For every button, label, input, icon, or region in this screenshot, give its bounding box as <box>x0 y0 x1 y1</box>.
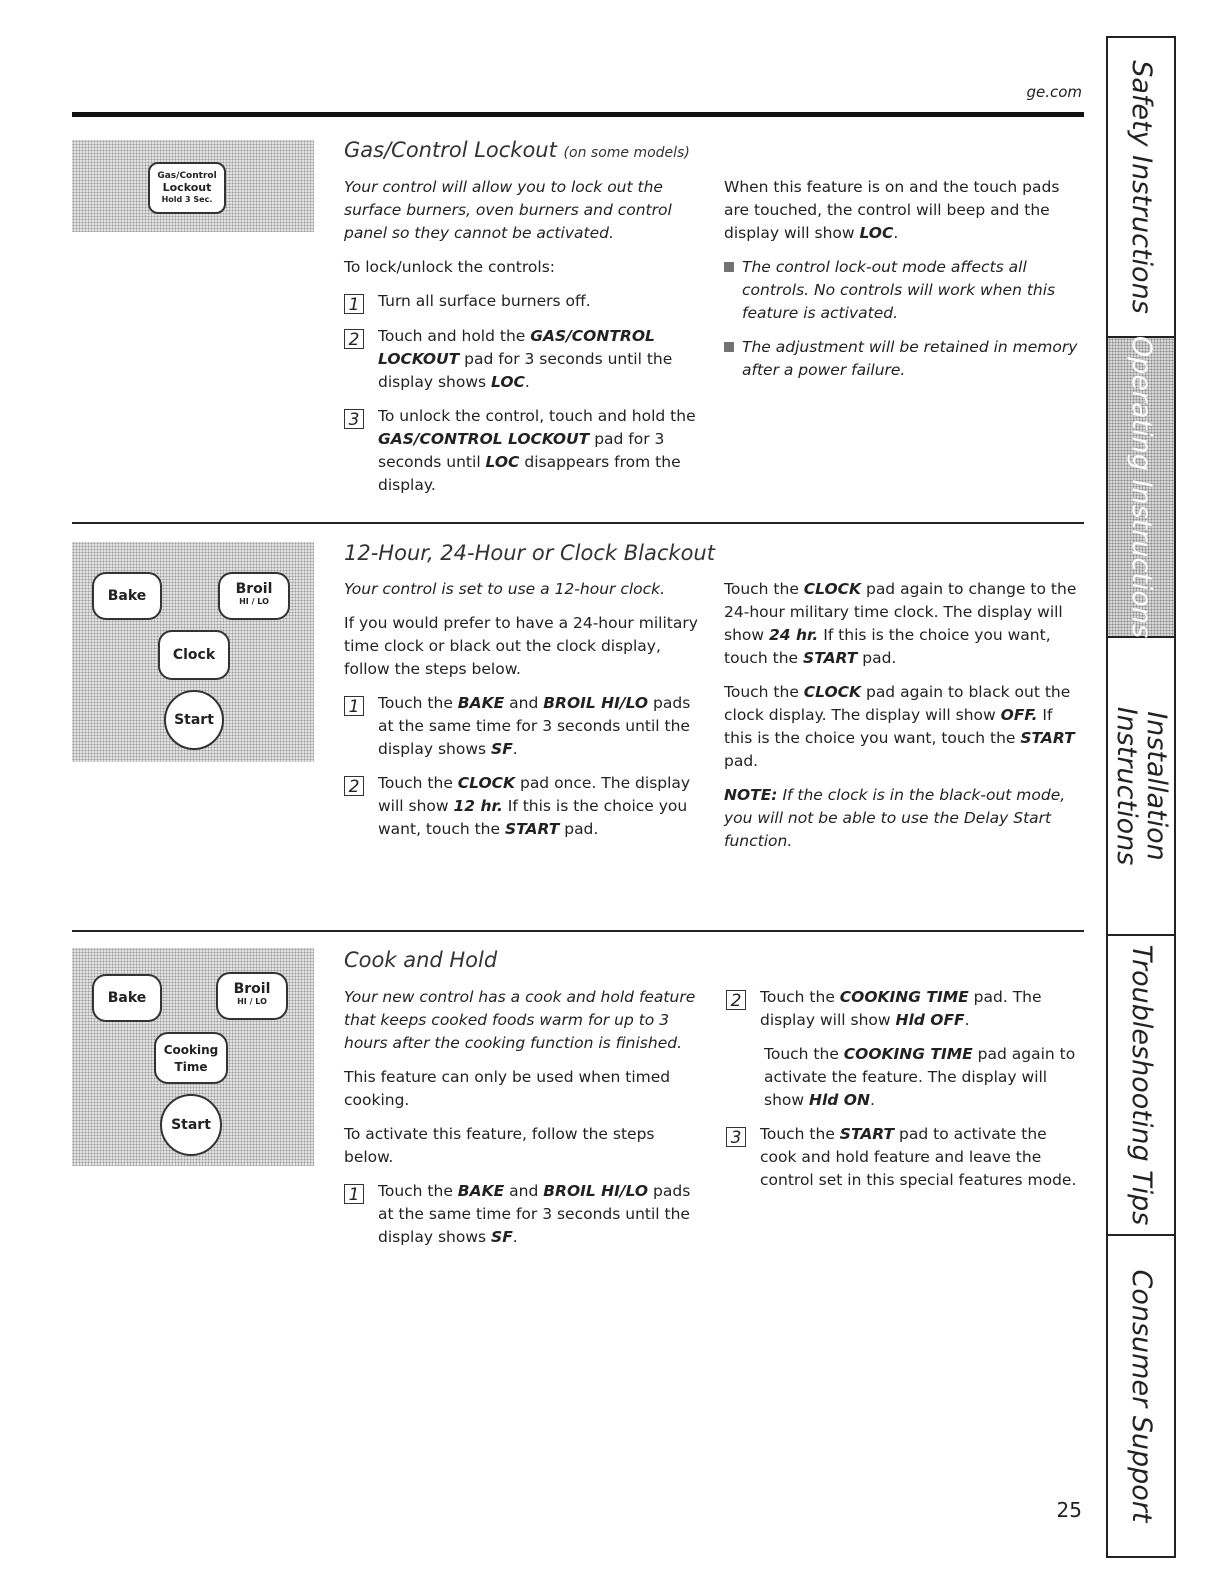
step-text: Touch the BAKE and BROIL HI/LO pads at the same time for 3 seconds until the display shows SF. <box>378 1182 691 1246</box>
bullet-text: The adjustment will be retained in memory after a power failure. <box>742 338 1078 379</box>
start-pad: Start <box>160 1094 222 1156</box>
tab-troubleshooting-tips[interactable] <box>1108 936 1174 1236</box>
clock-control-panel-image <box>72 542 314 762</box>
cookhold-control-panel-image <box>72 948 314 1166</box>
lockout-step-2 <box>344 325 700 394</box>
bullet-marker <box>724 262 734 272</box>
pad-label-line1: Gas/Control <box>157 171 217 181</box>
lockout-lead: To lock/unlock the controls: <box>344 258 556 276</box>
step-number: 2 <box>344 776 364 796</box>
clock-left-column <box>344 578 700 852</box>
pad-label-line2: Lockout <box>162 181 212 194</box>
site-url: ge.com <box>1026 83 1082 101</box>
cooking-time-pad: Cooking Time <box>154 1032 228 1084</box>
lockout-bullet-1 <box>724 256 1080 325</box>
clock-step-2 <box>344 772 700 841</box>
step-number: 1 <box>344 1184 364 1204</box>
lockout-title-text: Gas/Control Lockout <box>344 138 557 162</box>
clock-pad: Clock <box>158 630 230 680</box>
tab-safety-instructions[interactable] <box>1108 38 1174 338</box>
pad-label-line3: Hold 3 Sec. <box>161 195 213 204</box>
bake-pad: Bake <box>92 572 162 620</box>
step-number: 2 <box>344 329 364 349</box>
tab-consumer-support[interactable] <box>1108 1236 1174 1556</box>
step-text: Turn all surface burners off. <box>378 292 591 310</box>
section-divider-2 <box>72 930 1084 932</box>
broil-hilo-pad: Broil HI / LO <box>216 972 288 1020</box>
start-pad: Start <box>164 690 224 750</box>
lockout-left-column <box>344 176 700 508</box>
step-text: Touch and hold the GAS/CONTROL LOCKOUT pad for 3 seconds until the display shows LOC. <box>378 327 673 391</box>
clock-intro: Your control is set to use a 12-hour clock. <box>344 580 666 598</box>
clock-right-para-1: Touch the CLOCK pad again to change to the 24-hour military time clock. The display will show 24 hr. If this is the choice you want, touch the START pad. <box>724 580 1077 667</box>
cookhold-right-column <box>726 986 1082 1203</box>
lockout-title <box>344 138 690 162</box>
clock-right-column <box>724 578 1080 864</box>
cookhold-para-2: To activate this feature, follow the steps below. <box>344 1125 655 1166</box>
tab-label: Troubleshooting Tips <box>1126 944 1157 1226</box>
tab-installation-instructions[interactable] <box>1108 638 1174 936</box>
clock-right-para-2: Touch the CLOCK pad again to black out the clock display. The display will show OFF. If this is the choice you want, touch the START pad. <box>724 683 1075 770</box>
lockout-bullet-2 <box>724 336 1080 382</box>
section-divider-1 <box>72 522 1084 524</box>
lockout-control-panel-image <box>72 140 314 232</box>
step-number: 3 <box>726 1127 746 1147</box>
step-text: Touch the COOKING TIME pad. The display will show Hld OFF. <box>760 988 1042 1029</box>
tab-label: Operating Instructions <box>1126 335 1157 639</box>
cookhold-step-2b: Touch the COOKING TIME pad again to activate the feature. The display will show Hld ON. <box>764 1045 1076 1109</box>
step-number: 1 <box>344 696 364 716</box>
page-number: 25 <box>1056 1498 1082 1522</box>
header-rule <box>72 112 1084 117</box>
step-text: Touch the START pad to activate the cook and hold feature and leave the control set in this special features mode. <box>760 1125 1077 1189</box>
broil-hilo-pad: Broil HI / LO <box>218 572 290 620</box>
clock-para: If you would prefer to have a 24-hour military time clock or black out the clock display, follow the steps below. <box>344 614 698 678</box>
bullet-marker <box>724 342 734 352</box>
lockout-step-3 <box>344 405 700 497</box>
cookhold-title: Cook and Hold <box>344 948 498 972</box>
lockout-right-para: When this feature is on and the touch pads are touched, the control will beep and the display will show LOC. <box>724 178 1060 242</box>
cookhold-para-1: This feature can only be used when timed cooking. <box>344 1068 671 1109</box>
lockout-step-1 <box>344 290 700 314</box>
step-number: 1 <box>344 294 364 314</box>
tab-operating-instructions[interactable] <box>1108 335 1174 639</box>
clock-step-1 <box>344 692 700 761</box>
clock-note: NOTE: If the clock is in the black-out mode, you will not be able to use the Delay Start function. <box>724 786 1066 850</box>
cookhold-step-1 <box>344 1180 700 1249</box>
cookhold-intro: Your new control has a cook and hold feature that keeps cooked foods warm for up to 3 hours after the cooking function is finished. <box>344 988 696 1052</box>
lockout-intro: Your control will allow you to lock out the surface burners, oven burners and control panel so they cannot be activated. <box>344 178 672 242</box>
tab-label: Consumer Support <box>1126 1269 1157 1523</box>
gas-control-lockout-pad <box>148 162 226 214</box>
step-text: To unlock the control, touch and hold the GAS/CONTROL LOCKOUT pad for 3 seconds until LOC disappears from the display. <box>378 407 696 494</box>
tab-label: Installation Instructions <box>1111 706 1172 866</box>
cookhold-left-column <box>344 986 700 1260</box>
clock-title: 12-Hour, 24-Hour or Clock Blackout <box>344 541 715 565</box>
tab-label: Safety Instructions <box>1126 60 1157 314</box>
cookhold-step-2 <box>726 986 1082 1032</box>
lockout-title-note: (on some models) <box>563 145 690 161</box>
step-text: Touch the BAKE and BROIL HI/LO pads at the same time for 3 seconds until the display shows SF. <box>378 694 691 758</box>
bake-pad: Bake <box>92 974 162 1022</box>
lockout-right-column <box>724 176 1080 393</box>
step-number: 3 <box>344 409 364 429</box>
step-number: 2 <box>726 990 746 1010</box>
side-tab-bar <box>1106 36 1176 1558</box>
step-text: Touch the CLOCK pad once. The display will show 12 hr. If this is the choice you want, touch the START pad. <box>378 774 691 838</box>
bullet-text: The control lock-out mode affects all controls. No controls will work when this feature is activated. <box>742 258 1056 322</box>
cookhold-step-3 <box>726 1123 1082 1192</box>
